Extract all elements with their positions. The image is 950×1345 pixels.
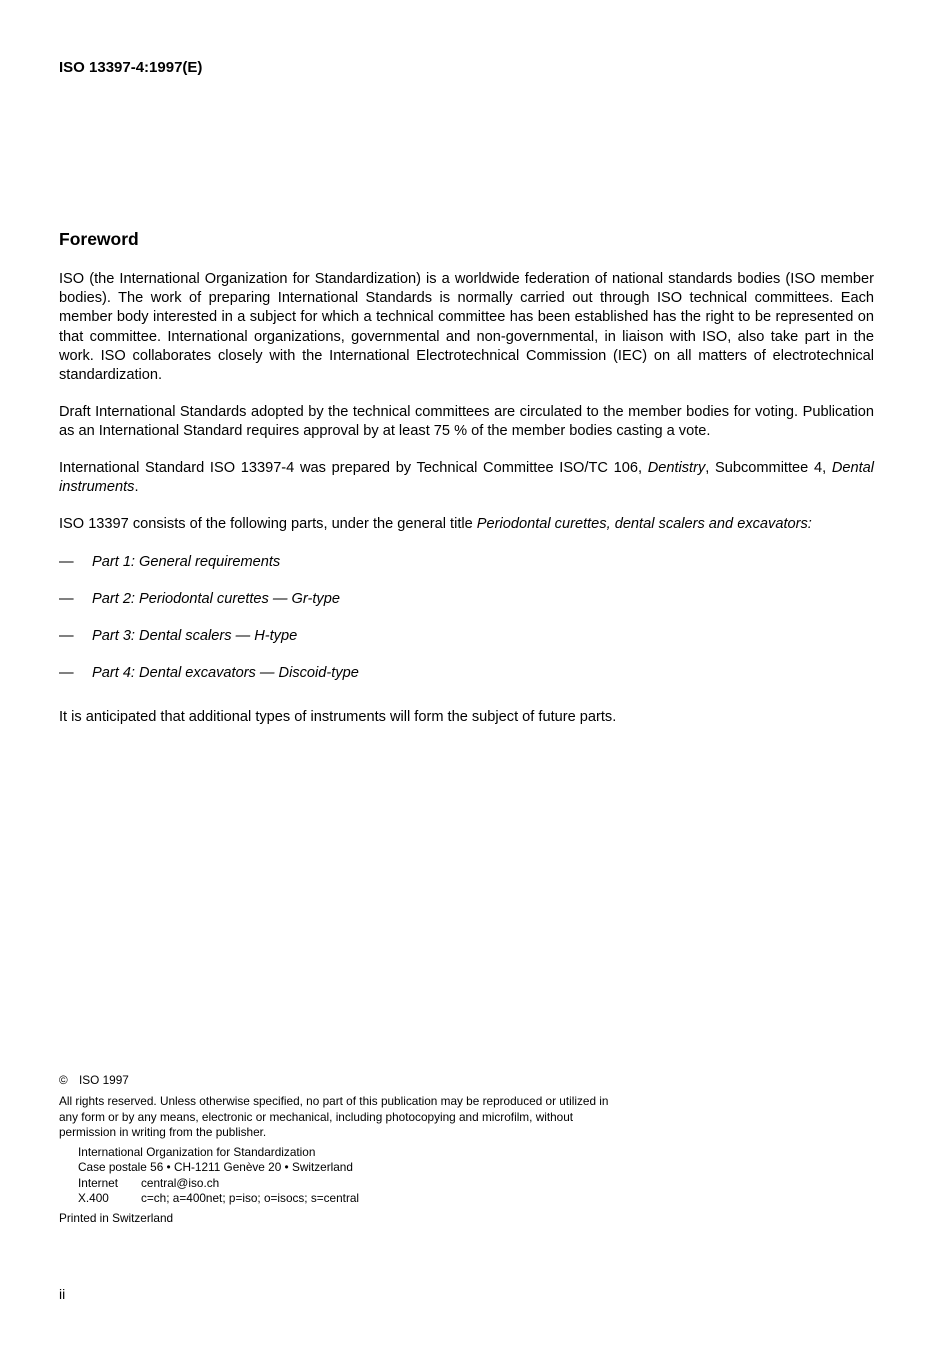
dash-bullet: —	[59, 553, 74, 570]
foreword-paragraph-2: Draft International Standards adopted by the technical committees are circulated to the member bodies for voting. Publication as an International Standard requires approval by at least 75 % of the member bodies casting a vote.	[59, 403, 874, 439]
printed-in: Printed in Switzerland	[59, 1211, 174, 1226]
list-item	[59, 553, 874, 572]
list-item	[59, 664, 874, 683]
x400-line	[78, 1191, 619, 1206]
paragraph-3-text-e: .	[134, 478, 139, 495]
paragraph-3-text-a: International Standard ISO 13397-4 was prepared by Technical Committee ISO/TC 106,	[59, 459, 648, 476]
document-id-header: ISO 13397-4:1997(E)	[59, 59, 203, 76]
foreword-paragraph-5: It is anticipated that additional types of instruments will form the subject of future parts.	[59, 708, 617, 725]
copyright-block	[59, 1073, 619, 1227]
list-item	[59, 590, 874, 609]
part-label: Part 3: Dental scalers — H-type	[92, 628, 298, 645]
paragraph-3-text-c: , Subcommittee 4,	[705, 459, 832, 476]
foreword-title: Foreword	[59, 229, 139, 249]
internet-line	[78, 1176, 619, 1191]
copyright-line	[59, 1073, 619, 1088]
rights-notice: All rights reserved. Unless otherwise specified, no part of this publication may be reproduced or utilized in any form or by any means, electronic or mechanical, including photocopying and microfilm, without permission in writing from the publisher.	[59, 1094, 609, 1139]
part-label: Part 1: General requirements	[92, 553, 281, 570]
internet-email: central@iso.ch	[141, 1175, 220, 1190]
page-number: ii	[59, 1286, 66, 1302]
foreword-paragraph-4	[59, 515, 874, 534]
paragraph-4-text-a: ISO 13397 consists of the following parts, under the general title	[59, 515, 477, 532]
postal-address: Case postale 56 • CH-1211 Genève 20 • Switzerland	[78, 1160, 353, 1175]
x400-label: X.400	[78, 1191, 109, 1206]
foreword-paragraph-3	[59, 459, 874, 497]
publisher-address	[59, 1145, 619, 1206]
parts-list	[59, 553, 874, 684]
x400-address: c=ch; a=400net; p=iso; o=isocs; s=central	[141, 1191, 360, 1206]
foreword-paragraph-1: ISO (the International Organization for Standardization) is a worldwide federation of national standards bodies (ISO member bodies). The work of preparing International Standards is normally carried out through ISO technical committees. Each member body interested in a subject for which a technical committee has been established has the right to be represented on that committee. International organizations, governmental and non-governmental, in liaison with ISO, also take part in the work. ISO collaborates closely with the International Electrotechnical Commission (IEC) on all matters of electrotechnical standardization.	[59, 271, 874, 384]
list-item	[59, 627, 874, 646]
copyright-symbol: ©	[59, 1073, 68, 1087]
part-label: Part 4: Dental excavators — Discoid-type	[92, 665, 359, 682]
general-title: Periodontal curettes, dental scalers and excavators:	[476, 515, 812, 532]
internet-label: Internet	[78, 1175, 119, 1190]
organization-name: International Organization for Standardization	[78, 1145, 316, 1160]
subcommittee-name: Dental instruments	[59, 459, 874, 495]
foreword-section	[59, 229, 874, 744]
copyright-text: ISO 1997	[79, 1073, 129, 1087]
dash-bullet: —	[59, 590, 74, 607]
dash-bullet: —	[59, 665, 74, 682]
dash-bullet: —	[59, 628, 74, 645]
committee-name: Dentistry	[647, 459, 706, 476]
part-label: Part 2: Periodontal curettes — Gr-type	[92, 590, 340, 607]
